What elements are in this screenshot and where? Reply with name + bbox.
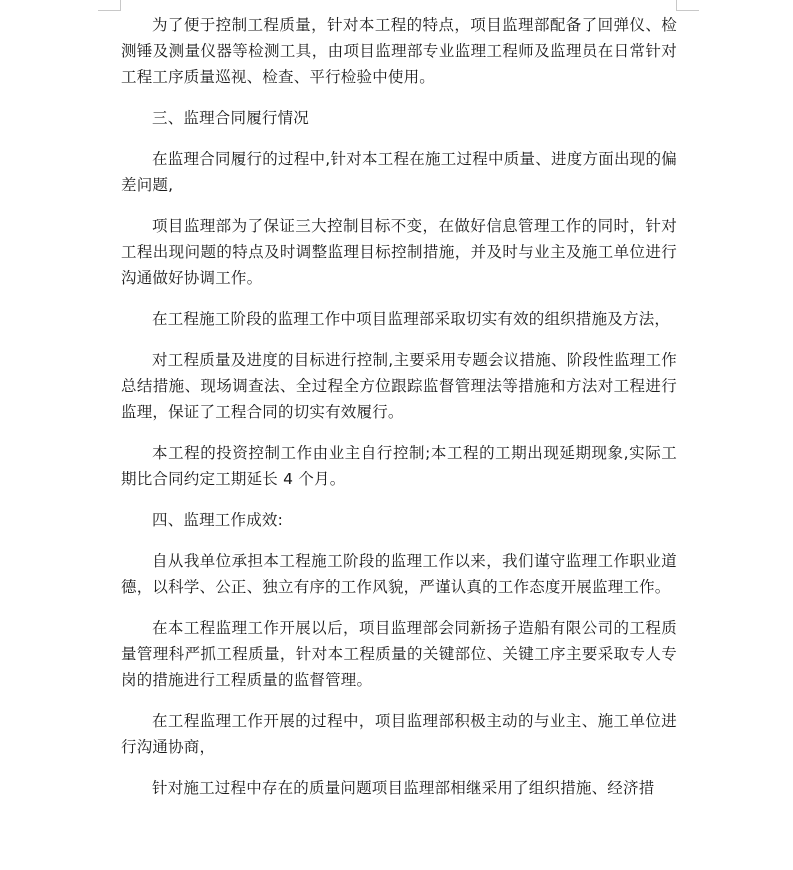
paragraph-contract-deviation: 在监理合同履行的过程中,针对本工程在施工过程中质量、进度方面出现的偏差问题, (121, 150, 677, 194)
paragraph-control-targets: 项目监理部为了保证三大控制目标不变，在做好信息管理工作的同时，针对工程出现问题的特点及时调整监理目标控制措施，并及时与业主及施工单位进行沟通做好协调工作。 (121, 217, 677, 287)
paragraph-investment-schedule: 本工程的投资控制工作由业主自行控制;本工程的工期出现延期现象,实际工期比合同约定工期延长 4 个月。 (121, 444, 677, 488)
paragraph-inspection-tools: 为了便于控制工程质量，针对本工程的特点，项目监理部配备了回弹仪、检测锤及测量仪器等检测工具，由项目监理部专业监理工程师及监理员在日常针对工程工序质量巡视、检查、平行检验中使用。 (121, 16, 677, 86)
section-heading-contract-performance: 三、监理合同履行情况 (152, 109, 310, 127)
paragraph-organization-measures: 在工程施工阶段的监理工作中项目监理部采取切实有效的组织措施及方法， (152, 310, 671, 328)
document-body (121, 12, 677, 801)
paragraph-communication: 在工程监理工作开展的过程中，项目监理部积极主动的与业主、施工单位进行沟通协商， (121, 712, 677, 756)
paragraph-quality-issues: 针对施工过程中存在的质量问题项目监理部相继采用了组织措施、经济措 (152, 779, 655, 797)
paragraph-professional-ethics: 自从我单位承担本工程施工阶段的监理工作以来，我们谨守监理工作职业道德，以科学、公正、独立有序的工作风貌，严谨认真的工作态度开展监理工作。 (121, 552, 677, 596)
page-corner-mark-right (676, 0, 699, 11)
section-heading-results: 四、监理工作成效: (152, 511, 284, 529)
page-corner-mark-left (98, 0, 121, 11)
paragraph-quality-progress-control: 对工程质量及进度的目标进行控制,主要采用专题会议措施、阶段性监理工作总结措施、现场调查法、全过程全方位跟踪监督管理法等措施和方法对工程进行监理，保证了工程合同的切实有效履行。 (121, 351, 677, 421)
paragraph-quality-management: 在本工程监理工作开展以后，项目监理部会同新扬子造船有限公司的工程质量管理科严抓工程质量，针对本工程质量的关键部位、关键工序主要采取专人专岗的措施进行工程质量的监督管理。 (121, 619, 677, 689)
